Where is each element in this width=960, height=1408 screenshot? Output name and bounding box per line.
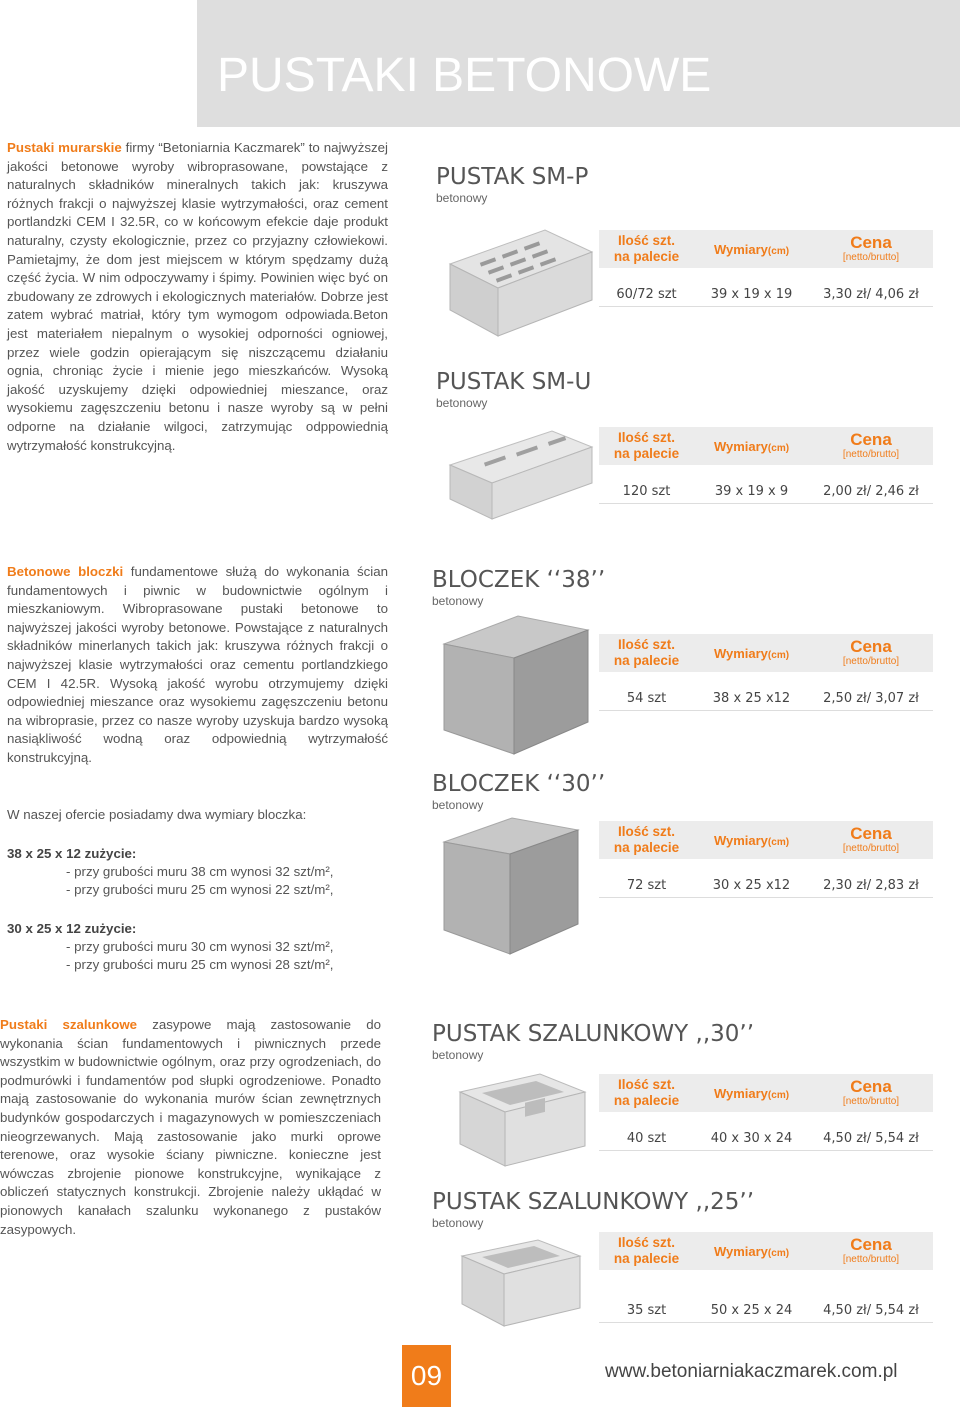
product-table-bloczek-38 bbox=[599, 634, 933, 711]
usage-30-heading: 30 x 25 x 12 zużycie: bbox=[7, 921, 137, 936]
section-szalunkowe-text bbox=[0, 1016, 381, 1239]
header-dimensions: Wymiary(cm) bbox=[713, 1243, 790, 1259]
table-header bbox=[599, 821, 933, 859]
header-dimensions: Wymiary(cm) bbox=[713, 645, 790, 661]
table-row bbox=[599, 479, 933, 504]
table-row bbox=[599, 1126, 933, 1151]
cell-dimensions: 39 x 19 x 9 bbox=[714, 483, 789, 499]
cell-qty: 35 szt bbox=[626, 1302, 667, 1318]
header-qty: Ilość szt. na palecie bbox=[613, 637, 680, 668]
table-row bbox=[599, 282, 933, 307]
szalunkowy-25-image bbox=[440, 1230, 600, 1340]
section-murarskie-text bbox=[7, 139, 388, 455]
usage-38-line-1: - przy grubości muru 38 cm wynosi 32 szt/m², bbox=[66, 864, 334, 879]
product-szalunkowy-30 bbox=[432, 1020, 754, 1062]
section-bloczki-text bbox=[7, 563, 388, 768]
product-bloczek-30 bbox=[432, 770, 605, 812]
table-header bbox=[599, 634, 933, 672]
website-url[interactable]: www.betoniarniakaczmarek.com.pl bbox=[605, 1361, 898, 1382]
page-number: 09 bbox=[402, 1345, 451, 1407]
cell-price: 4,50 zł/ 5,54 zł bbox=[823, 1130, 919, 1146]
szalunkowy-30-image bbox=[440, 1062, 600, 1177]
product-sm-u bbox=[436, 368, 591, 410]
product-subtitle: betonowy bbox=[436, 191, 488, 205]
table-header bbox=[599, 1232, 933, 1270]
table-row bbox=[599, 686, 933, 711]
header-dimensions: Wymiary(cm) bbox=[713, 1085, 790, 1101]
product-subtitle: betonowy bbox=[432, 1048, 484, 1062]
product-subtitle: betonowy bbox=[432, 798, 484, 812]
product-name: BLOCZEK ʻʻ38ʼʼ bbox=[432, 567, 606, 593]
table-row bbox=[599, 1298, 933, 1323]
cell-price: 2,00 zł/ 2,46 zł bbox=[823, 483, 919, 499]
header-price: Cena [netto/brutto] bbox=[842, 430, 900, 460]
table-row bbox=[599, 873, 933, 898]
product-subtitle: betonowy bbox=[436, 396, 488, 410]
bloczek-30-image bbox=[428, 812, 603, 962]
header-dimensions: Wymiary(cm) bbox=[713, 438, 790, 454]
header-price: Cena [netto/brutto] bbox=[842, 637, 900, 667]
header-qty: Ilość szt. na palecie bbox=[613, 1235, 680, 1266]
cell-dimensions: 40 x 30 x 24 bbox=[710, 1130, 793, 1146]
cell-dimensions: 30 x 25 x12 bbox=[712, 877, 791, 893]
usage-30-line-1: - przy grubości muru 30 cm wynosi 32 szt/m², bbox=[66, 939, 334, 954]
header-qty: Ilość szt. na palecie bbox=[613, 1077, 680, 1108]
cell-qty: 54 szt bbox=[626, 690, 667, 706]
product-name: PUSTAK SZALUNKOWY ,,30ʼʼ bbox=[432, 1021, 755, 1047]
paragraph-body: fundamentowe służą do wykonania ścian fundamentowych i piwnic w budownictwie ogólnym i mieszkaniowym. Wibroprasowane pustaki betonowe to najwyższej jakości wyroby betonowe. Powstające z naturalnych składników minerlanych takich jak: kruszywa różnych frakcji o najwyższej klasie wytrzymałości oraz cementu portlandzkiego CEM I 42.5R. Wysoką jakość wyrobu otrzymujemy dzięki odpowiedniej mieszance oraz wysokiemu zagęszczeniu betonu na wibroprasie, przez co nasze wyroby uzyskuja bardzo wysoką nasiąkliwość wodną oraz odpowiednią wytrzymałość konstrukcyjną. bbox=[7, 564, 389, 765]
cell-qty: 72 szt bbox=[626, 877, 667, 893]
product-name: BLOCZEK ʻʻ30ʼʼ bbox=[432, 771, 606, 797]
cell-dimensions: 50 x 25 x 24 bbox=[710, 1302, 793, 1318]
cell-dimensions: 39 x 19 x 19 bbox=[710, 286, 793, 302]
product-table-sm-u bbox=[599, 427, 933, 504]
page-title: PUSTAKI BETONOWE bbox=[217, 49, 712, 102]
cell-qty: 40 szt bbox=[626, 1130, 667, 1146]
header-dimensions: Wymiary(cm) bbox=[713, 832, 790, 848]
cell-dimensions: 38 x 25 x12 bbox=[712, 690, 791, 706]
header-price: Cena [netto/brutto] bbox=[842, 233, 900, 263]
product-subtitle: betonowy bbox=[432, 594, 484, 608]
product-szalunkowy-25 bbox=[432, 1188, 754, 1230]
product-sm-p bbox=[436, 163, 588, 205]
keyword-pustaki-szalunkowe: Pustaki szalunkowe bbox=[0, 1017, 138, 1032]
table-header bbox=[599, 1074, 933, 1112]
cell-price: 2,50 zł/ 3,07 zł bbox=[823, 690, 919, 706]
product-name: PUSTAK SM-U bbox=[436, 369, 592, 395]
table-header bbox=[599, 427, 933, 465]
pustak-sm-u-image bbox=[440, 415, 600, 530]
usage-30-line-2: - przy grubości muru 25 cm wynosi 28 szt/m², bbox=[66, 957, 334, 972]
cell-price: 3,30 zł/ 4,06 zł bbox=[823, 286, 919, 302]
product-subtitle: betonowy bbox=[432, 1216, 484, 1230]
bloczek-38-image bbox=[428, 610, 603, 760]
header-qty: Ilość szt. na palecie bbox=[613, 233, 680, 264]
header-price: Cena [netto/brutto] bbox=[842, 1235, 900, 1265]
usage-38-line-2: - przy grubości muru 25 cm wynosi 22 szt/m², bbox=[66, 882, 334, 897]
table-header bbox=[599, 230, 933, 268]
product-table-szalunkowy-25 bbox=[599, 1232, 933, 1323]
product-table-sm-p bbox=[599, 230, 933, 307]
paragraph-body: zasypowe mają zastosowanie do wykonania ścian fundamentowych i piwnicznych przede wszystkim w budownictwie ogólnym, oraz przy ogrodzeniach, do podmurówki i fundamentów pod słupki ogrodzeniowe. Ponadto mają zastosowanie do wykonania murów ścian zewnętrznych budynków gospodarczych i magazynowych w pomieszczeniach nieogrzewanych. Mają zastosowanie jako murki oprowe terenowe, oraz wysokie ściany piwniczne. konieczne jest wówczas zbrojenie pionowe konstrukcyjne, wynikające z obliczeń statycznych konstrukcji. Zbrojenie należy ukłądać w pionowych kanałach szalunku wykonanego z pustaków zasypowych. bbox=[0, 1017, 381, 1237]
keyword-betonowe-bloczki: Betonowe bloczki bbox=[7, 564, 124, 579]
product-table-bloczek-30 bbox=[599, 821, 933, 898]
header-qty: Ilość szt. na palecie bbox=[613, 824, 680, 855]
keyword-pustaki-murarskie: Pustaki murarskie bbox=[7, 140, 122, 155]
product-name: PUSTAK SZALUNKOWY ,,25ʼʼ bbox=[432, 1189, 755, 1215]
usage-38-heading: 38 x 25 x 12 zużycie: bbox=[7, 846, 137, 861]
product-name: PUSTAK SM-P bbox=[436, 164, 589, 190]
header-price: Cena [netto/brutto] bbox=[842, 824, 900, 854]
header-qty: Ilość szt. na palecie bbox=[613, 430, 680, 461]
product-bloczek-38 bbox=[432, 566, 605, 608]
header-price: Cena [netto/brutto] bbox=[842, 1077, 900, 1107]
pustak-sm-p-image bbox=[440, 212, 600, 342]
cell-price: 4,50 zł/ 5,54 zł bbox=[823, 1302, 919, 1318]
offer-line: W naszej ofercie posiadamy dwa wymiary bloczka: bbox=[7, 807, 307, 822]
cell-price: 2,30 zł/ 2,83 zł bbox=[823, 877, 919, 893]
cell-qty: 60/72 szt bbox=[616, 286, 677, 302]
product-table-szalunkowy-30 bbox=[599, 1074, 933, 1151]
cell-qty: 120 szt bbox=[622, 483, 671, 499]
paragraph-body: firmy “Betoniarnia Kaczmarek” to najwyższej jakości betonowe wyroby wibroprasowane, powstające z naturalnych składników mineralnych takich jak: kruszywa różnych frakcji o najwyższej klasie wytrzymałości, oraz cement portlandzki CEM I 32.5R, co w końcowym efekcie daje produkt naturalny, czysty ekologicznie, przez co przyjazny człowiekowi. Pamietajmy, że dom jest miejscem w którym spędzamy dużą część życia. W nim odpoczywamy i śpimy. Powinien więc być on zbudowany ze zdrowych i ekologicznych materiałów. Dobrze jest zatem wybrać matriał, który tym wymogom odpowiada.Beton jest materiałem niepalnym o wysokiej odporności ogniowej, przez wiele godzin opierającym się niszczącemu działaniu ognia, chroniąc życie i mienie jego mieszkańców. Wysoką jakość uzyskujemy dzięki odpowiedniej mieszance, oraz wysokiemu zagęszczeniu betonu i nasze wyroby są w pełni odporne na działanie wilgoci, zatrzymując odppowiednią wytrzymałość konstrukcyjną. bbox=[7, 140, 388, 453]
header-dimensions: Wymiary(cm) bbox=[713, 241, 790, 257]
